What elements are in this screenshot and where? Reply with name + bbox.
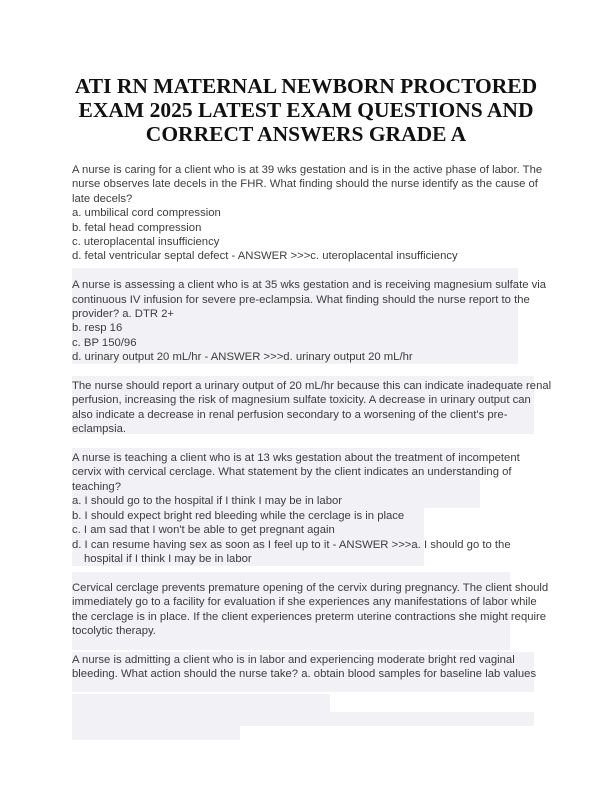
rationale-3 bbox=[72, 581, 552, 639]
document-body bbox=[72, 163, 552, 696]
shade-band-8 bbox=[72, 712, 534, 726]
rationale-text: The nurse should report a urinary output of 20 mL/hr because this can indicate inadequate renal perfusion, increasing the risk of magnesium sulfate toxicity. A decrease in urinary output can also indicate a decrease in renal perfusion secondary to a worsening of the client's pre-eclampsia. bbox=[72, 380, 552, 436]
question-4 bbox=[72, 653, 552, 682]
answer-option: b. I should expect bright red bleeding while the cerclage is in place bbox=[72, 509, 405, 522]
question-1 bbox=[72, 163, 552, 264]
answer-option: a. I should go to the hospital if I think I may be in labor bbox=[72, 495, 343, 508]
rationale-2 bbox=[72, 379, 552, 437]
shade-band-9 bbox=[72, 726, 240, 740]
question-stem: A nurse is caring for a client who is at 39 wks gestation and is in the active phase of labor. The nurse observes late decels in the FHR. What finding should the nurse identify as the cause of late decels? bbox=[72, 164, 543, 205]
question-2 bbox=[72, 278, 552, 364]
answer-option: d. urinary output 20 mL/hr - ANSWER >>>d. urinary output 20 mL/hr bbox=[72, 351, 413, 364]
page-title: ATI RN MATERNAL NEWBORN PROCTORED EXAM 2025 LATEST EXAM QUESTIONS AND CORRECT ANSWERS GRADE A bbox=[74, 74, 538, 146]
answer-option: d. I can resume having sex as soon as I feel up to it - ANSWER >>>a. I should go to the hospital if I think I may be in labor bbox=[72, 538, 511, 565]
answer-option: d. fetal ventricular septal defect - ANSWER >>>c. uteroplacental insufficiency bbox=[72, 250, 458, 263]
answer-option: c. BP 150/96 bbox=[72, 336, 137, 349]
answer-option: b. fetal head compression bbox=[72, 221, 202, 234]
answer-option: c. uteroplacental insufficiency bbox=[72, 236, 220, 249]
question-stem: A nurse is admitting a client who is in labor and experiencing moderate bright red vaginal bleeding. What action should the nurse take? a. obtain blood samples for baseline lab values bbox=[72, 653, 537, 681]
question-3 bbox=[72, 451, 552, 566]
answer-option: c. I am sad that I won't be able to get pregnant again bbox=[72, 524, 335, 537]
question-stem: A nurse is teaching a client who is at 13 wks gestation about the treatment of incompetent cervix with cervical cerclage. What statement by the client indicates an understanding of teaching? bbox=[72, 452, 520, 493]
answer-option: b. resp 16 bbox=[72, 322, 123, 335]
question-stem: A nurse is assessing a client who is at 35 wks gestation and is receiving magnesium sulfate via continuous IV infusion for severe pre-eclampsia. What finding should the nurse report to the provider? a. DTR 2+ bbox=[72, 279, 547, 321]
answer-option: a. umbilical cord compression bbox=[72, 207, 221, 220]
rationale-text: Cervical cerclage prevents premature opening of the cervix during pregnancy. The client should immediately go to a facility for evaluation if she experiences any manifestations of labor while the cerclage is in place. If the client experiences preterm uterine contractions she might require tocolytic therapy. bbox=[72, 581, 549, 637]
